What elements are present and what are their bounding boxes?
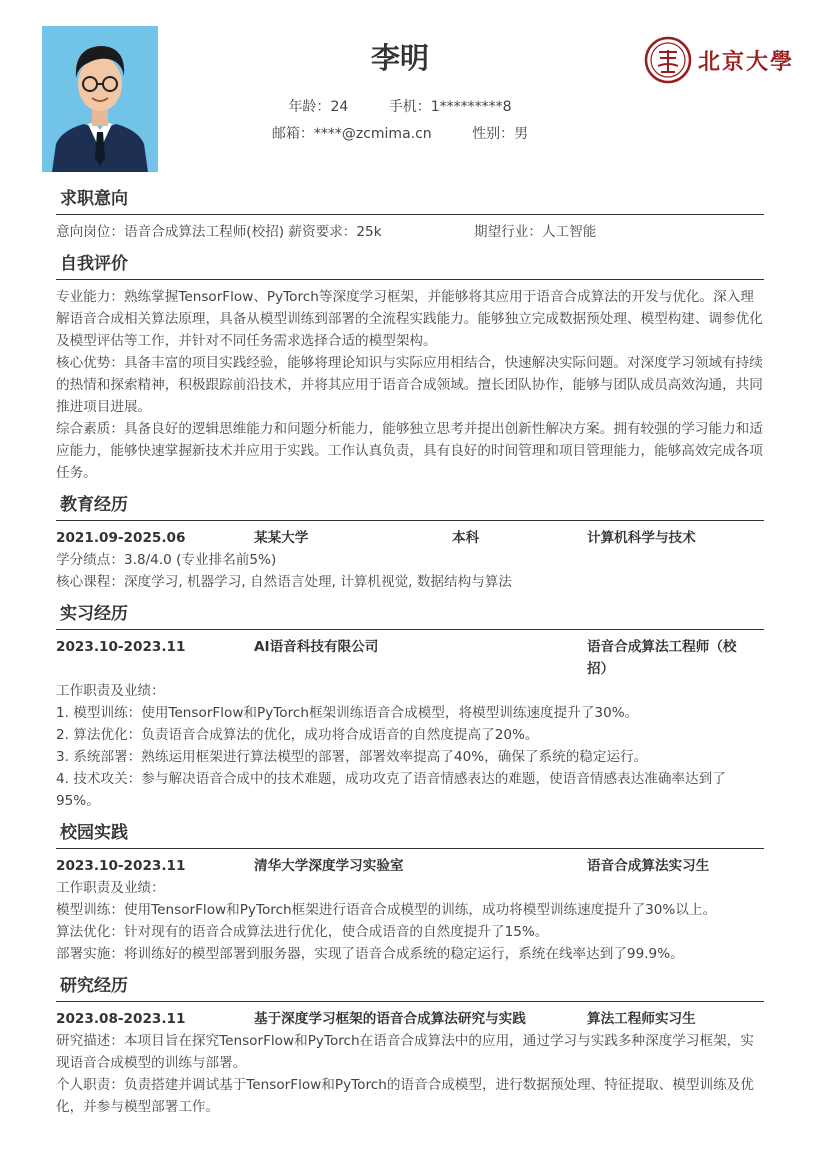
gender-value: 男 xyxy=(514,126,529,142)
intent-position: 意向岗位：语音合成算法工程师(校招) 薪资要求：25k xyxy=(56,224,382,240)
degree: 本科 xyxy=(452,530,480,546)
age-info xyxy=(288,96,348,116)
contact-row-1 xyxy=(0,96,800,116)
intent-industry: 期望行业：人工智能 xyxy=(474,224,597,240)
section-title: 实习经历 xyxy=(56,601,764,630)
paragraph: 4. 技术攻关：参与解决语音合成中的技术难题，成功攻克了语音情感表达的难题，使语音情感表达准确率达到了95%。 xyxy=(56,771,726,809)
section-title: 研究经历 xyxy=(56,973,764,1002)
gender-info xyxy=(472,123,528,143)
section-title: 校园实践 xyxy=(56,820,764,849)
research-header-row xyxy=(56,1008,764,1030)
education-section xyxy=(56,492,764,593)
paragraph: 3. 系统部署：熟练运用框架进行算法模型的部署，部署效率提高了40%，确保了系统的稳定运行。 xyxy=(56,749,648,765)
paragraph: 个人职责：负责搭建并调试基于TensorFlow和PyTorch的语音合成模型，进行数据预处理、特征提取、模型训练及优化，并参与模型部署工作。 xyxy=(56,1077,754,1115)
date-range: 2021.09-2025.06 xyxy=(56,530,186,546)
job-intent-section xyxy=(56,186,764,243)
research-section xyxy=(56,973,764,1118)
section-title: 求职意向 xyxy=(56,186,764,215)
university-seal-icon xyxy=(644,36,692,84)
paragraph: 2. 算法优化：负责语音合成算法的优化，成功将合成语音的自然度提高了20%。 xyxy=(56,727,539,743)
email-info xyxy=(272,123,432,143)
candidate-name: 李明 xyxy=(370,41,429,75)
phone-info xyxy=(389,96,512,116)
university-logo xyxy=(644,36,794,84)
gender-label: 性别： xyxy=(472,126,515,142)
age-label: 年龄： xyxy=(288,99,331,115)
paragraph: 核心优势：具备丰富的项目实践经验，能够将理论知识与实际应用相结合，快速解决实际问题。对深度学习领域有持续的热情和探索精神，积极跟踪前沿技术，并将其应用于语音合成领域。擅长团队协作，能够与团队成员高效沟通，共同推进项目进展。 xyxy=(56,355,763,415)
paragraph: 模型训练：使用TensorFlow和PyTorch框架进行语音合成模型的训练，成功将模型训练速度提升了30%以上。 xyxy=(56,902,717,918)
job-role: 语音合成算法工程师（校招） xyxy=(587,639,737,677)
age-value: 24 xyxy=(330,99,349,115)
job-role: 语音合成算法实习生 xyxy=(587,858,710,874)
paragraph: 工作职责及业绩： xyxy=(56,880,165,896)
email-value: ****@zcmima.cn xyxy=(313,126,432,142)
job-role: 算法工程师实习生 xyxy=(587,1011,696,1027)
campus-practice-section xyxy=(56,820,764,965)
paragraph: 核心课程：深度学习, 机器学习, 自然语言处理, 计算机视觉, 数据结构与算法 xyxy=(56,574,512,590)
organization-name: 清华大学深度学习实验室 xyxy=(254,858,404,874)
paragraph: 1. 模型训练：使用TensorFlow和PyTorch框架训练语音合成模型，将模型训练速度提升了30%。 xyxy=(56,705,639,721)
paragraph: 学分绩点：3.8/4.0 (专业排名前5%) xyxy=(56,552,277,568)
university-logo-text: 北京大學 xyxy=(698,48,795,75)
campus-header-row xyxy=(56,855,764,877)
project-name: 基于深度学习框架的语音合成算法研究与实践 xyxy=(254,1011,526,1027)
phone-label: 手机： xyxy=(388,99,431,115)
paragraph: 专业能力：熟练掌握TensorFlow、PyTorch等深度学习框架，并能够将其应用于语音合成算法的开发与优化。深入理解语音合成相关算法原理，具备从模型训练到部署的全流程实践能力。能够独立完成数据预处理、模型构建、调参优化及模型评估等工作，并针对不同任务需求选择合适的模型架构。 xyxy=(56,289,763,349)
paragraph: 工作职责及业绩： xyxy=(56,683,165,699)
major: 计算机科学与技术 xyxy=(587,530,696,546)
date-range: 2023.10-2023.11 xyxy=(56,858,186,874)
school-name: 某某大学 xyxy=(254,530,309,546)
paragraph: 研究描述：本项目旨在探究TensorFlow和PyTorch在语音合成算法中的应用，通过学习与实践多种深度学习框架，实现语音合成模型的训练与部署。 xyxy=(56,1033,754,1071)
education-header-row xyxy=(56,527,764,549)
internship-header-row xyxy=(56,636,764,680)
date-range: 2023.10-2023.11 xyxy=(56,639,186,655)
paragraph: 部署实施：将训练好的模型部署到服务器，实现了语音合成系统的稳定运行，系统在线率达到了99.9%。 xyxy=(56,946,684,962)
email-label: 邮箱： xyxy=(271,126,314,142)
job-intent-row xyxy=(56,221,764,243)
date-range: 2023.08-2023.11 xyxy=(56,1011,186,1027)
phone-value: 1*********8 xyxy=(430,99,512,115)
company-name: AI语音科技有限公司 xyxy=(254,639,379,655)
paragraph: 算法优化：针对现有的语音合成算法进行优化，使合成语音的自然度提升了15%。 xyxy=(56,924,549,940)
resume-content xyxy=(56,186,764,1126)
internship-section xyxy=(56,601,764,812)
contact-row-2 xyxy=(0,123,800,143)
self-evaluation-section xyxy=(56,251,764,484)
section-title: 自我评价 xyxy=(56,251,764,280)
paragraph: 综合素质：具备良好的逻辑思维能力和问题分析能力，能够独立思考并提出创新性解决方案。拥有较强的学习能力和适应能力，能够快速掌握新技术并应用于实践。工作认真负责，具有良好的时间管理和项目管理能力，能够高效完成各项任务。 xyxy=(56,421,763,481)
section-title: 教育经历 xyxy=(56,492,764,521)
